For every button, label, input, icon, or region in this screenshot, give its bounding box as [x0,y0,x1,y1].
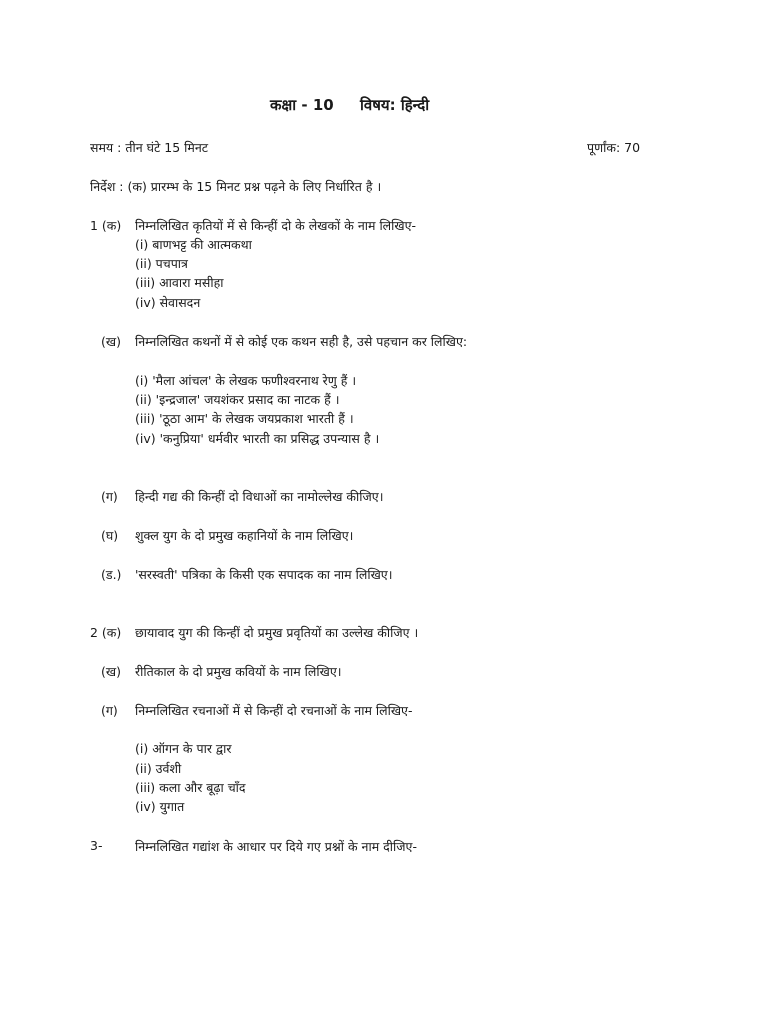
q1-ka-option: (iii) आवारा मसीहा [135,275,224,290]
exam-duration: समय : तीन घंटे 15 मिनट [90,140,209,155]
q1-nga-text: 'सरस्वती' पत्रिका के किसी एक सपादक का नाम लिखिए। [135,567,393,582]
q1-ka-label: 1 (क) [90,218,122,233]
q1-nga-label: (ड.) [101,567,122,582]
q1-ka-option: (ii) पचपात्र [135,256,188,271]
q1-ka-text: निम्नलिखित कृतियों में से किन्हीं दो के लेखकों के नाम लिखिए- [135,218,417,233]
q1-ka-option: (iv) सेवासदन [135,295,201,310]
q3-label: 3- [90,838,103,853]
total-marks: पूर्णांक: 70 [587,140,641,155]
q1-kha-option: (iv) 'कनुप्रिया' धर्मवीर भारती का प्रसिद्ध उपन्यास है । [135,431,380,446]
q1-gha-label: (घ) [101,528,119,543]
q1-ga-label: (ग) [101,489,118,504]
q1-kha-option: (iii) 'ठूठा आम' के लेखक जयप्रकाश भारती हैं । [135,411,354,426]
q1-kha-option: (i) 'मैला आंचल' के लेखक फणीश्वरनाथ रेणु हैं । [135,373,357,388]
subject-title: विषय: हिन्दी [360,96,430,114]
q2-ka-text: छायावाद युग की किन्हीं दो प्रमुख प्रवृतियों का उल्लेख कीजिए । [135,625,419,640]
q1-ka-option: (i) बाणभट्ट की आत्मकथा [135,237,252,252]
q2-ga-label: (ग) [101,703,118,718]
q1-kha-text: निम्नलिखित कथनों में से कोई एक कथन सही है, उसे पहचान कर लिखिए: [135,334,468,349]
q2-ga-text: निम्नलिखित रचनाओं में से किन्हीं दो रचनाओं के नाम लिखिए- [135,703,413,718]
q1-ga-text: हिन्दी गद्य की किन्हीं दो विधाओं का नामोल्लेख कीजिए। [135,489,384,504]
q2-kha-label: (ख) [101,664,121,679]
q3-text: निम्नलिखित गद्यांश के आधार पर दिये गए प्रश्नों के नाम दीजिए- [135,839,417,854]
q2-ga-option: (iv) युगात [135,799,185,814]
q2-ga-option: (i) ऑगन के पार द्वार [135,741,232,756]
q1-kha-option: (ii) 'इन्द्रजाल' जयशंकर प्रसाद का नाटक हैं । [135,392,340,407]
q2-ga-option: (ii) उर्वशी [135,761,182,776]
instruction-text: निर्देश : (क) प्रारम्भ के 15 मिनट प्रश्न पढ़ने के लिए निर्धारित है । [90,179,382,194]
q1-kha-label: (ख) [101,334,121,349]
q2-ka-label: 2 (क) [90,625,122,640]
q2-ga-option: (iii) कला और बूढ़ा चाँद [135,780,246,795]
q1-gha-text: शुक्ल युग के दो प्रमुख कहानियों के नाम लिखिए। [135,528,354,543]
class-title: कक्षा - 10 [270,96,334,114]
q2-kha-text: रीतिकाल के दो प्रमुख कवियों के नाम लिखिए। [135,664,342,679]
